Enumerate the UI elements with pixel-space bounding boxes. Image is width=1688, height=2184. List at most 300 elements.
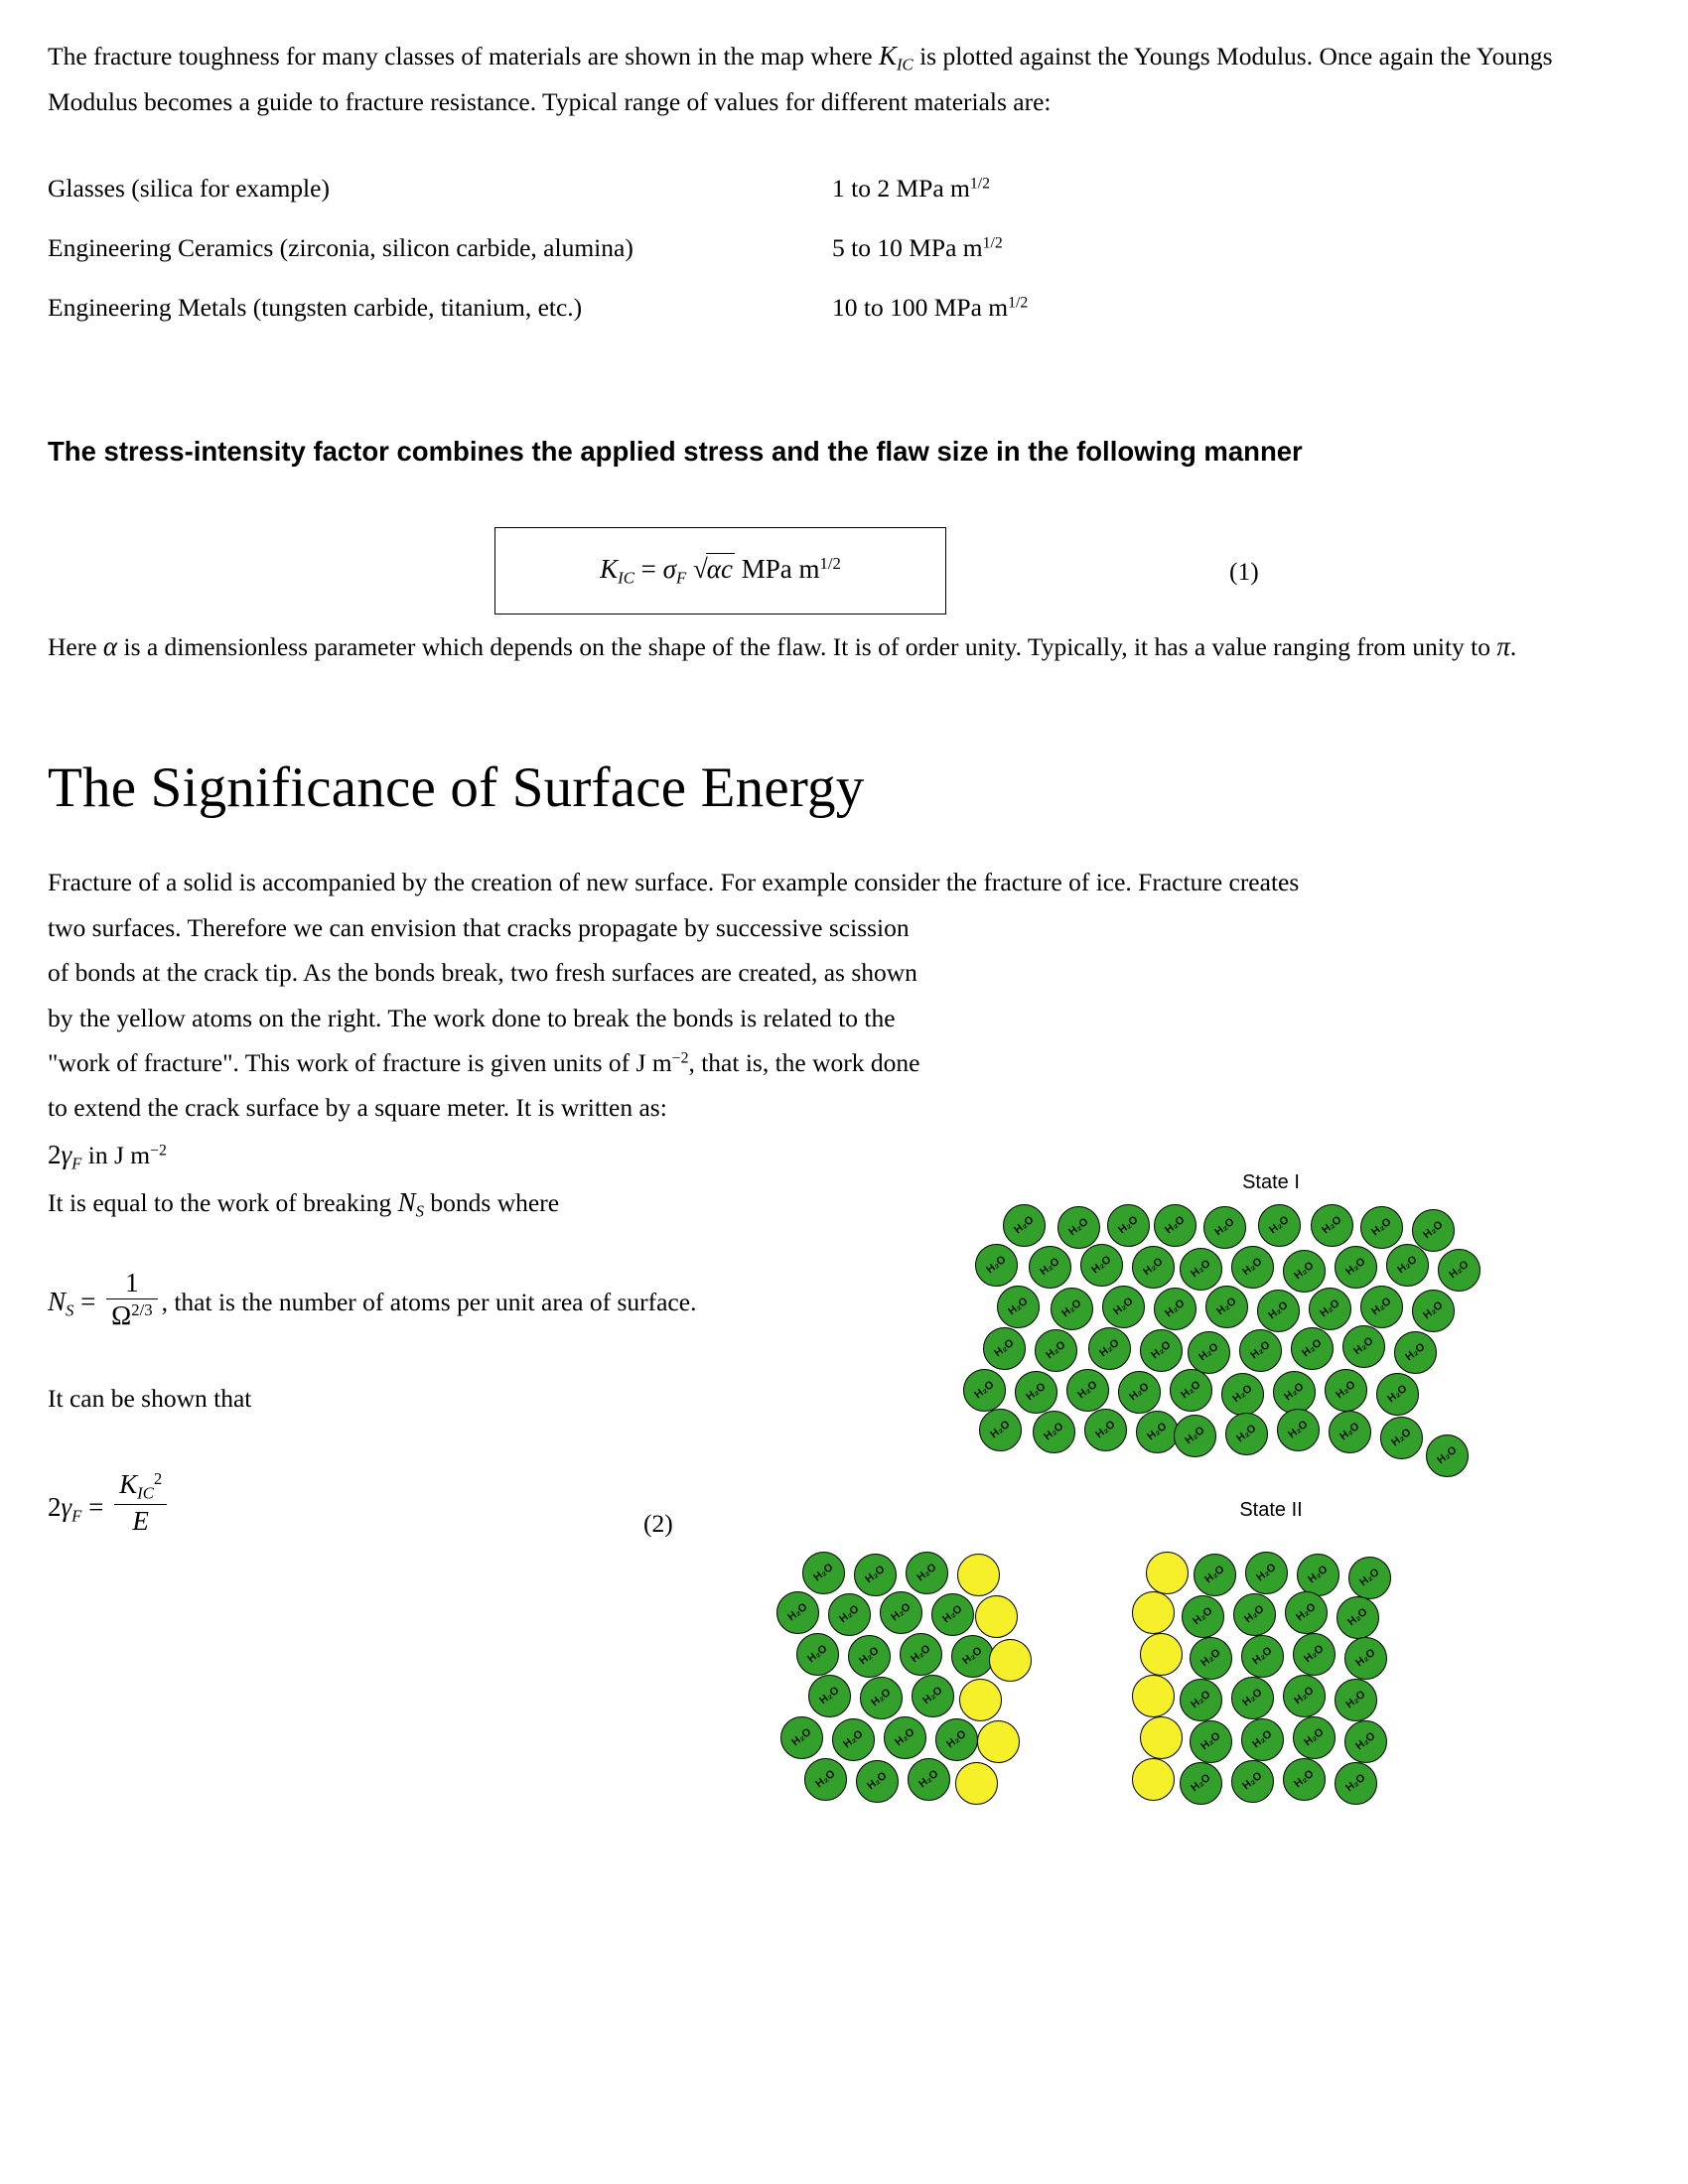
alpha-part2: is a dimensionless parameter which depends on the shape of the flaw. It is of order unity. Typically, it has a value ranging from unity to <box>117 632 1497 662</box>
atom-green <box>1386 1244 1429 1287</box>
atom-label: H₂O <box>1189 1257 1213 1281</box>
atom-label: H₂O <box>1196 1340 1221 1364</box>
atom-figures <box>785 1171 1618 1906</box>
table-row <box>48 218 1338 278</box>
equation-2-equals: = <box>88 1491 104 1522</box>
atom-label: H₂O <box>1189 1771 1213 1795</box>
atom-green <box>1283 1758 1326 1801</box>
atom-green <box>1335 1679 1377 1721</box>
equation-1-content <box>600 554 841 589</box>
atom-green <box>1088 1327 1131 1370</box>
atom-label: H₂O <box>1389 1426 1414 1449</box>
materials-table <box>48 159 1338 338</box>
ns-symbol-inline <box>397 1186 425 1221</box>
atom-green <box>1273 1371 1316 1414</box>
atom-green <box>979 1409 1022 1451</box>
atom-green <box>1344 1637 1387 1680</box>
atom-green <box>804 1758 847 1801</box>
atom-green <box>1084 1409 1127 1451</box>
atom-green <box>931 1593 974 1636</box>
atom-green <box>1154 1204 1196 1247</box>
equation-1-units-exp: 1/2 <box>819 554 841 574</box>
atom-green <box>1241 1718 1284 1761</box>
state-2-lattices <box>785 1522 1618 1820</box>
atom-green <box>1380 1417 1423 1459</box>
intro-text-part2: is plotted against the Youngs Modulus. Once again the Youngs Modulus becomes a guide to fracture resistance. Typical range of values for different materials are: <box>48 42 1553 117</box>
atom-yellow <box>1140 1633 1183 1676</box>
atom-label: H₂O <box>893 1725 917 1749</box>
atom-label: H₂O <box>916 1767 941 1791</box>
ns-sub: S <box>415 1201 425 1221</box>
atom-green <box>780 1716 823 1759</box>
atom-green <box>1231 1246 1274 1289</box>
atom-label: H₂O <box>789 1725 814 1749</box>
atom-yellow <box>977 1720 1020 1763</box>
atom-yellow <box>1140 1716 1183 1759</box>
atom-green <box>1225 1413 1268 1455</box>
atom-label: H₂O <box>1267 1213 1292 1237</box>
atom-label: H₂O <box>1250 1644 1275 1668</box>
atom-yellow <box>955 1762 998 1805</box>
fracture-left-paragraph <box>48 905 921 1131</box>
equation-1-k: K <box>600 554 619 585</box>
atom-green <box>963 1369 1006 1412</box>
atom-label: H₂O <box>960 1644 985 1668</box>
atom-green <box>1293 1633 1336 1676</box>
atom-green <box>1180 1248 1222 1291</box>
atom-label: H₂O <box>1183 1424 1207 1447</box>
atom-label: H₂O <box>940 1602 965 1626</box>
atom-green <box>1102 1286 1145 1328</box>
atom-label: H₂O <box>1075 1378 1100 1402</box>
fracture-intro-line: Fracture of a solid is accompanied by the creation of new surface. For example consider the fracture of ice. Fracture creates <box>48 868 1300 897</box>
atom-green <box>900 1633 942 1676</box>
work-units-text: in J m <box>81 1140 151 1169</box>
atom-label: H₂O <box>1149 1338 1174 1362</box>
atom-label: H₂O <box>1318 1297 1342 1320</box>
atom-label: H₂O <box>841 1727 866 1751</box>
atom-label: H₂O <box>1240 1686 1265 1709</box>
atom-green <box>1140 1329 1183 1372</box>
work-units-exp: −2 <box>150 1142 167 1160</box>
atom-label: H₂O <box>1097 1336 1122 1360</box>
atom-label: H₂O <box>1345 1605 1370 1629</box>
state-2-figure <box>785 1499 1618 1820</box>
fracture-left-text: two surfaces. Therefore we can envision that cracks propagate by successive scission of bonds at the crack tip. As the bonds break, two fresh surfaces are created, as shown by the yellow atoms on the right. The work done to break the bonds is related to the "work of fracture". This work of fracture is given units of J m <box>48 912 917 1077</box>
atom-label: H₂O <box>1306 1563 1331 1586</box>
atom-label: H₂O <box>1343 1255 1368 1279</box>
atom-label: H₂O <box>1292 1259 1317 1283</box>
atom-green <box>1348 1557 1391 1599</box>
material-value-exponent: 1/2 <box>969 174 991 192</box>
atom-label: H₂O <box>1234 1422 1259 1445</box>
atom-label: H₂O <box>1006 1295 1031 1318</box>
atom-label: H₂O <box>1294 1600 1319 1624</box>
atom-green <box>848 1635 891 1678</box>
material-value-text: 5 to 10 MPa m <box>832 232 983 262</box>
table-row <box>48 278 1338 338</box>
atom-yellow <box>1146 1552 1189 1594</box>
ns-equals: = <box>80 1287 96 1317</box>
atom-label: H₂O <box>1353 1729 1378 1753</box>
atom-green <box>1311 1204 1353 1247</box>
atom-green <box>1342 1325 1385 1368</box>
equation-2-number: (2) <box>643 1508 673 1538</box>
atom-label: H₂O <box>909 1642 933 1666</box>
ns-numerator: 1 <box>106 1268 157 1299</box>
atom-yellow <box>1132 1758 1175 1801</box>
joule-exponent: −2 <box>671 1049 689 1067</box>
equation-2-k: K <box>119 1468 138 1499</box>
atom-label: H₂O <box>811 1561 836 1584</box>
atom-label: H₂O <box>1202 1563 1227 1586</box>
atom-green <box>802 1552 845 1594</box>
atom-label: H₂O <box>1214 1295 1239 1318</box>
ns-denominator <box>106 1299 157 1330</box>
atom-label: H₂O <box>1248 1338 1273 1362</box>
atom-label: H₂O <box>857 1644 882 1668</box>
intro-paragraph <box>48 32 1597 125</box>
state-1-label: State I <box>1242 1171 1300 1193</box>
equation-2-gamma-sub: F <box>71 1506 82 1526</box>
material-value <box>832 218 1338 278</box>
atom-label: H₂O <box>1242 1602 1267 1626</box>
atom-green <box>1136 1411 1179 1453</box>
alpha-paragraph <box>48 622 1597 670</box>
atom-green <box>1231 1677 1274 1719</box>
atom-label: H₂O <box>1435 1443 1460 1467</box>
atom-label: H₂O <box>1093 1418 1118 1441</box>
alpha-part1: Here <box>48 632 103 662</box>
equation-2-gamma: γ <box>61 1491 72 1522</box>
equation-1-radical: √αc <box>692 554 733 585</box>
atom-green <box>1066 1369 1109 1412</box>
atom-green <box>1033 1411 1075 1453</box>
atom-green <box>1297 1554 1339 1596</box>
atom-label: H₂O <box>1369 1215 1394 1239</box>
atom-label: H₂O <box>1141 1255 1166 1279</box>
atom-label: H₂O <box>1343 1688 1368 1711</box>
atom-green <box>1412 1290 1455 1332</box>
atom-yellow <box>989 1639 1032 1682</box>
atom-green <box>832 1718 875 1761</box>
ns-description: , that is the number of atoms per unit area of surface. <box>161 1288 697 1317</box>
ns-formula-sub: S <box>66 1300 74 1320</box>
omega-exponent: 2/3 <box>131 1300 153 1320</box>
atom-label: H₂O <box>865 1769 890 1793</box>
atom-label: H₂O <box>1334 1378 1358 1402</box>
atom-label: H₂O <box>1282 1380 1307 1404</box>
atom-green <box>1241 1635 1284 1678</box>
atom-label: H₂O <box>863 1563 888 1586</box>
intro-text-part1: The fracture toughness for many classes of materials are shown in the map where <box>48 42 879 70</box>
equation-1-sigma: σ <box>662 554 676 585</box>
ns-letter: N <box>397 1186 416 1217</box>
equation-1-radicand: αc <box>706 554 733 585</box>
atom-green <box>1154 1288 1196 1330</box>
equation-2-square: 2 <box>153 1468 163 1488</box>
atom-label: H₂O <box>1191 1604 1215 1628</box>
atom-green <box>1239 1329 1282 1372</box>
atom-label: H₂O <box>1343 1771 1368 1795</box>
ns-formula-line <box>48 1268 921 1330</box>
atom-green <box>1277 1409 1320 1451</box>
atom-green <box>1258 1204 1301 1247</box>
atom-green <box>908 1758 950 1801</box>
atom-green <box>1376 1373 1419 1416</box>
atom-label: H₂O <box>1353 1646 1378 1670</box>
atom-green <box>906 1552 948 1594</box>
equation-2-fraction <box>114 1469 167 1536</box>
equation-2-two: 2 <box>48 1491 62 1522</box>
atom-label: H₂O <box>1024 1380 1049 1404</box>
atom-label: H₂O <box>1240 1769 1265 1793</box>
equation-2-numerator <box>114 1469 167 1505</box>
atom-label: H₂O <box>1385 1382 1410 1406</box>
atom-label: H₂O <box>984 1253 1009 1277</box>
atom-label: H₂O <box>869 1686 894 1709</box>
material-value <box>832 159 1338 218</box>
atom-green <box>1309 1288 1351 1330</box>
atom-label: H₂O <box>1127 1380 1152 1404</box>
equation-1-sigma-sub: F <box>675 568 687 588</box>
atom-green <box>1180 1679 1222 1721</box>
equation-1-row <box>48 527 1640 622</box>
atom-green <box>1015 1371 1057 1414</box>
atom-label: H₂O <box>1012 1213 1037 1237</box>
atom-label: H₂O <box>1421 1298 1446 1322</box>
atom-label: H₂O <box>944 1727 969 1751</box>
work-of-fracture-math <box>48 1139 82 1173</box>
atom-green <box>1335 1246 1377 1289</box>
atom-label: H₂O <box>1089 1253 1114 1277</box>
atom-label: H₂O <box>1198 1729 1223 1753</box>
atom-label: H₂O <box>1044 1338 1068 1362</box>
atom-green <box>1426 1434 1469 1477</box>
atom-label: H₂O <box>1395 1253 1420 1277</box>
atom-green <box>1003 1204 1046 1247</box>
material-value-exponent: 1/2 <box>1008 293 1029 311</box>
atom-label: H₂O <box>1163 1297 1188 1320</box>
atom-label: H₂O <box>785 1600 810 1624</box>
atom-green <box>1080 1244 1123 1287</box>
state-1-lattice <box>923 1204 1618 1502</box>
shown-line: It can be shown that <box>48 1384 252 1414</box>
equation-1-box <box>494 527 946 614</box>
bonds-part2: bonds where <box>424 1187 560 1217</box>
atom-label: H₂O <box>1421 1218 1446 1242</box>
work-of-fracture-line <box>48 1131 921 1178</box>
equation-2-ic: IC <box>137 1483 154 1503</box>
atom-green <box>1360 1206 1403 1249</box>
page-title: The Significance of Surface Energy <box>48 756 865 820</box>
equation-1-number: (1) <box>1229 557 1259 587</box>
atom-label: H₂O <box>972 1378 997 1402</box>
kic-symbol <box>878 41 914 74</box>
atom-label: H₂O <box>1198 1646 1223 1670</box>
atom-green <box>1257 1290 1300 1332</box>
atom-yellow <box>1132 1675 1175 1717</box>
atom-green <box>1029 1246 1071 1289</box>
atom-label: H₂O <box>1250 1727 1275 1751</box>
atom-green <box>1283 1250 1326 1293</box>
atom-green <box>1205 1286 1248 1328</box>
atom-label: H₂O <box>889 1600 914 1624</box>
ns-formula-letter: N <box>48 1287 67 1317</box>
atom-green <box>912 1675 954 1717</box>
atom-label: H₂O <box>1116 1213 1141 1237</box>
equation-1-ic: IC <box>618 568 634 588</box>
atom-label: H₂O <box>1163 1213 1188 1237</box>
subheading-stress-intensity: The stress-intensity factor combines the applied stress and the flaw size in the following manner <box>48 435 1303 467</box>
atom-label: H₂O <box>1066 1215 1091 1239</box>
atom-green <box>1051 1288 1093 1330</box>
atom-label: H₂O <box>920 1684 945 1707</box>
ic-subscript: IC <box>896 55 914 74</box>
atom-green <box>951 1635 994 1678</box>
atom-label: H₂O <box>1111 1295 1136 1318</box>
work-two: 2 <box>48 1139 62 1169</box>
atom-green <box>1245 1552 1288 1594</box>
atom-label: H₂O <box>1189 1688 1213 1711</box>
atom-green <box>880 1591 922 1634</box>
atom-label: H₂O <box>1351 1334 1376 1358</box>
material-value-exponent: 1/2 <box>982 233 1003 251</box>
atom-green <box>935 1718 978 1761</box>
atom-green <box>1057 1206 1100 1249</box>
material-value <box>832 278 1338 338</box>
equation-2-denominator: E <box>132 1505 149 1536</box>
atom-green <box>1118 1371 1161 1414</box>
atom-label: H₂O <box>1357 1566 1382 1589</box>
atom-label: H₂O <box>992 1336 1017 1360</box>
atom-green <box>1107 1204 1150 1247</box>
atom-green <box>884 1716 926 1759</box>
state-2-right-lattice <box>1132 1552 1430 1830</box>
atom-green <box>1170 1369 1212 1412</box>
atom-green <box>1438 1249 1480 1292</box>
atom-label: H₂O <box>805 1642 830 1666</box>
atom-label: H₂O <box>1254 1561 1279 1584</box>
atom-green <box>1182 1595 1224 1638</box>
atom-yellow <box>959 1679 1002 1721</box>
atom-green <box>1035 1329 1077 1372</box>
atom-label: H₂O <box>1240 1255 1265 1279</box>
state-1-figure <box>923 1171 1618 1502</box>
atom-label: H₂O <box>1302 1642 1327 1666</box>
atom-label: H₂O <box>1292 1684 1317 1707</box>
atom-label: H₂O <box>1059 1297 1084 1320</box>
atom-green <box>796 1633 839 1676</box>
atom-green <box>854 1554 897 1596</box>
atom-label: H₂O <box>1292 1767 1317 1791</box>
state-2-label: State II <box>1239 1499 1303 1521</box>
atom-label: H₂O <box>1179 1378 1203 1402</box>
atom-yellow <box>1132 1591 1175 1634</box>
atom-label: H₂O <box>837 1602 862 1626</box>
atom-green <box>1293 1716 1336 1759</box>
atom-green <box>1194 1554 1236 1596</box>
material-name: Engineering Ceramics (zirconia, silicon carbide, alumina) <box>48 232 633 262</box>
atom-green <box>1203 1206 1246 1249</box>
ns-fraction <box>106 1268 157 1330</box>
atom-label: H₂O <box>1038 1255 1062 1279</box>
atom-green <box>1336 1596 1379 1639</box>
atom-green <box>1283 1675 1326 1717</box>
atom-green <box>1231 1760 1274 1803</box>
atom-label: H₂O <box>1447 1258 1472 1282</box>
atom-green <box>1221 1373 1264 1416</box>
equation-2-content <box>48 1468 171 1536</box>
atom-green <box>808 1675 851 1717</box>
atom-label: H₂O <box>988 1418 1013 1441</box>
atom-yellow <box>975 1595 1018 1638</box>
atom-label: H₂O <box>1403 1340 1428 1364</box>
atom-green <box>975 1244 1018 1287</box>
atom-green <box>1394 1331 1437 1374</box>
atom-green <box>1174 1415 1216 1457</box>
atom-green <box>1190 1720 1232 1763</box>
alpha-part3: . <box>1509 632 1517 662</box>
atom-green <box>1329 1411 1371 1453</box>
atom-green <box>856 1760 899 1803</box>
material-value-text: 10 to 100 MPa m <box>832 292 1009 322</box>
atom-label: H₂O <box>1266 1298 1291 1322</box>
equation-1-units: MPa m <box>741 554 820 585</box>
atom-green <box>1344 1720 1387 1763</box>
atom-label: H₂O <box>1286 1418 1311 1441</box>
equation-1-equals: = <box>640 554 656 585</box>
atom-label: H₂O <box>914 1561 939 1584</box>
atom-label: H₂O <box>1302 1725 1327 1749</box>
atom-label: H₂O <box>1300 1336 1325 1360</box>
atom-label: H₂O <box>1145 1420 1170 1443</box>
omega-symbol: Ω <box>111 1300 132 1331</box>
atom-green <box>1233 1593 1276 1636</box>
atom-green <box>1188 1331 1230 1374</box>
atom-green <box>828 1593 871 1636</box>
atom-label: H₂O <box>1369 1295 1394 1318</box>
bonds-line <box>48 1178 921 1226</box>
table-row <box>48 159 1338 218</box>
atom-green <box>983 1327 1026 1370</box>
work-gamma-sub: F <box>71 1154 82 1173</box>
atom-green <box>1285 1591 1328 1634</box>
material-name: Glasses (silica for example) <box>48 173 330 203</box>
atom-label: H₂O <box>813 1767 838 1791</box>
atom-label: H₂O <box>1320 1213 1344 1237</box>
atom-label: H₂O <box>1337 1420 1362 1443</box>
ns-formula <box>48 1267 162 1331</box>
atom-green <box>776 1591 819 1634</box>
atom-label: H₂O <box>1212 1215 1237 1239</box>
atom-green <box>1132 1246 1175 1289</box>
work-gamma: γ <box>61 1139 72 1169</box>
atom-yellow <box>957 1554 1000 1596</box>
atom-green <box>1360 1286 1403 1328</box>
atom-label: H₂O <box>817 1684 842 1707</box>
bonds-part1: It is equal to the work of breaking <box>48 1187 398 1217</box>
material-name: Engineering Metals (tungsten carbide, titanium, etc.) <box>48 292 583 322</box>
material-value-text: 1 to 2 MPa m <box>832 173 970 203</box>
state-2-left-lattice <box>765 1552 1062 1830</box>
k-letter: K <box>878 41 897 70</box>
fracture-left-text-cont: , that is, the work done to extend the crack surface by a square meter. It is written as: <box>48 1047 920 1123</box>
atom-green <box>860 1677 903 1719</box>
pi-symbol: π <box>1496 631 1510 662</box>
atom-green <box>1190 1637 1232 1680</box>
alpha-symbol: α <box>102 631 118 662</box>
